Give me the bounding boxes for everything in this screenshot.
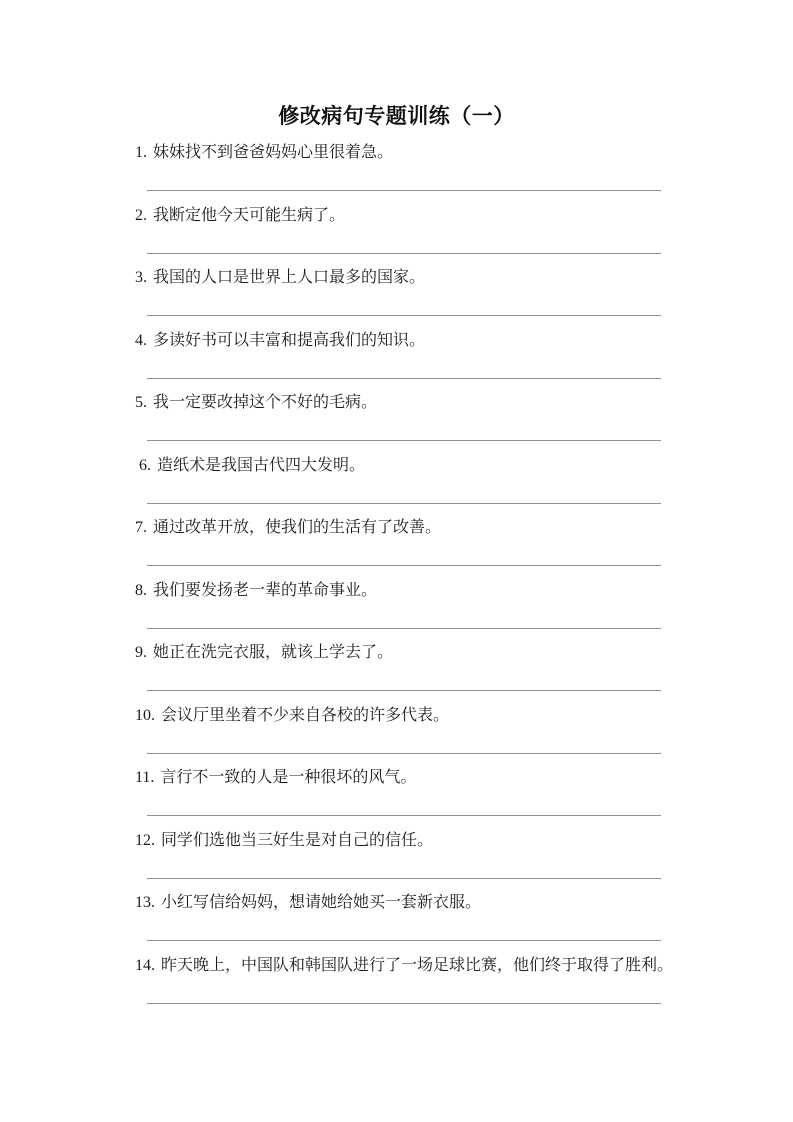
sentence	[135, 393, 775, 412]
answer-blank-line	[147, 440, 661, 441]
exercise-item	[135, 768, 775, 831]
sentence	[135, 706, 775, 725]
exercise-item	[135, 706, 775, 769]
item-text: 昨天晚上，中国队和韩国队进行了一场足球比赛，他们终于取得了胜利。	[161, 956, 674, 974]
item-number: 3.	[135, 269, 147, 286]
exercise-list	[135, 143, 775, 1018]
exercise-item	[135, 956, 775, 1019]
answer-blank-line	[147, 253, 661, 254]
item-number: 9.	[135, 644, 147, 661]
answer-blank-line	[147, 815, 661, 816]
item-number: 12.	[135, 831, 155, 849]
answer-blank-line	[147, 503, 661, 504]
sentence	[135, 206, 775, 225]
exercise-item	[135, 518, 775, 581]
answer-blank-line	[147, 753, 661, 754]
item-number: 11.	[135, 769, 155, 786]
answer-blank-line	[147, 690, 661, 691]
page-title: 修改病句专题训练（一）	[278, 105, 515, 128]
exercise-item	[135, 143, 775, 206]
answer-blank-line	[147, 878, 661, 879]
exercise-item	[135, 393, 775, 456]
answer-blank-line	[147, 940, 661, 941]
exercise-item	[135, 456, 775, 519]
item-number: 7.	[135, 519, 147, 536]
exercise-item	[135, 581, 775, 644]
sentence	[135, 643, 775, 662]
exercise-item	[135, 268, 775, 331]
sentence	[135, 331, 775, 350]
item-number: 13.	[135, 894, 155, 911]
sentence	[135, 143, 775, 162]
item-number: 1.	[135, 144, 147, 161]
answer-blank-line	[147, 628, 661, 629]
item-text: 造纸术是我国古代四大发明。	[157, 456, 366, 474]
sentence	[135, 956, 775, 975]
item-text: 我断定他今天可能生病了。	[153, 206, 346, 224]
exercise-item	[135, 331, 775, 394]
answer-blank-line	[147, 190, 661, 191]
answer-blank-line	[147, 565, 661, 566]
answer-blank-line	[147, 378, 661, 379]
sentence	[135, 268, 775, 287]
item-text: 她正在洗完衣服，就该上学去了。	[153, 644, 394, 661]
item-number: 6.	[135, 456, 151, 474]
item-number: 2.	[135, 206, 147, 224]
exercise-item	[135, 206, 775, 269]
exercise-item	[135, 831, 775, 894]
item-text: 多读好书可以丰富和提高我们的知识。	[153, 331, 426, 349]
sentence	[135, 518, 775, 537]
item-text: 会议厅里坐着不少来自各校的许多代表。	[161, 706, 450, 724]
sentence	[135, 581, 775, 600]
item-text: 我们要发扬老一辈的革命事业。	[153, 581, 378, 599]
item-text: 言行不一致的人是一种很坏的风气。	[160, 769, 417, 786]
sentence	[135, 768, 775, 787]
sentence	[135, 456, 775, 475]
answer-blank-line	[147, 1003, 661, 1004]
item-text: 我一定要改掉这个不好的毛病。	[153, 394, 378, 411]
item-number: 4.	[135, 331, 147, 349]
item-number: 5.	[135, 394, 147, 411]
answer-blank-line	[147, 315, 661, 316]
sentence	[135, 831, 775, 850]
item-number: 14.	[135, 956, 155, 974]
item-text: 小红写信给妈妈，想请她给她买一套新衣服。	[161, 894, 482, 911]
sentence	[135, 893, 775, 912]
item-text: 我国的人口是世界上人口最多的国家。	[153, 269, 426, 286]
exercise-item	[135, 643, 775, 706]
item-number: 10.	[135, 706, 155, 724]
item-number: 8.	[135, 581, 147, 599]
exercise-item	[135, 893, 775, 956]
item-text: 同学们选他当三好生是对自己的信任。	[161, 831, 434, 849]
item-text: 妹妹找不到爸爸妈妈心里很着急。	[153, 144, 394, 161]
item-text: 通过改革开放，使我们的生活有了改善。	[153, 519, 442, 536]
